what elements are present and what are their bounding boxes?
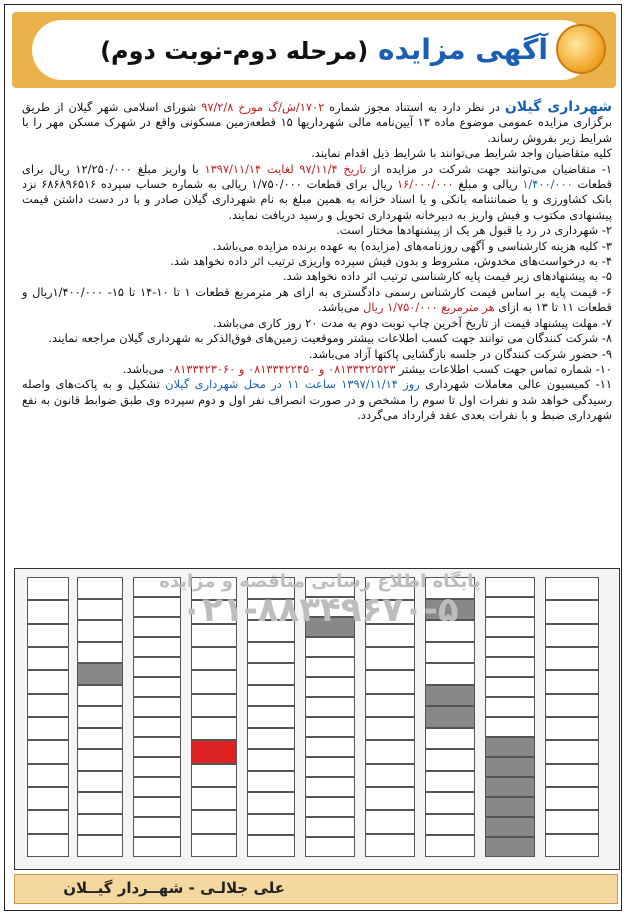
title-sub: (مرحله دوم-نوبت دوم) — [100, 37, 369, 65]
map-lot — [133, 817, 181, 837]
map-lot — [247, 642, 295, 664]
map-lot — [485, 737, 535, 757]
map-lot — [545, 834, 599, 857]
map-lot — [305, 697, 355, 717]
ad-header — [12, 12, 616, 88]
map-lot — [485, 697, 535, 717]
map-lot — [365, 787, 415, 810]
map-lot — [365, 694, 415, 717]
map-lot — [425, 642, 475, 664]
map-lot — [485, 637, 535, 657]
map-lot — [365, 764, 415, 787]
map-lot — [425, 814, 475, 836]
map-lot — [485, 777, 535, 797]
map-lot — [247, 749, 295, 771]
c1-text-a: ۱- متقاضیان می‌توانند جهت شرکت در مزایده از — [366, 161, 612, 176]
map-lot — [485, 657, 535, 677]
map-lot — [27, 670, 69, 693]
map-lot — [365, 670, 415, 693]
map-lot — [305, 817, 355, 837]
map-lot — [485, 797, 535, 817]
map-lot — [191, 740, 237, 763]
condition-3: ۳- کلیه هزینه کارشناسی و آگهی روزنامه‌های (مزایده) به عهده برنده مزایده می‌باشد. — [212, 238, 612, 253]
map-lot — [247, 706, 295, 728]
title-main: آگهی مزایده — [377, 33, 548, 66]
org-name: شهرداری گیلان — [504, 99, 612, 115]
c6-price: هر مترمربع ۱/۷۵۰/۰۰۰ ریال — [363, 300, 495, 315]
map-lot — [425, 685, 475, 707]
map-lot — [247, 663, 295, 685]
c1-dates: تاریخ ۹۷/۱۱/۴ لغایت ۱۳۹۷/۱۱/۱۴ — [204, 161, 367, 176]
map-lot — [77, 706, 123, 728]
map-lot — [27, 694, 69, 717]
c10-text-b: می‌باشد. — [122, 361, 168, 376]
c11-text-a: ۱۱- کمیسیون عالی معاملات شهرداری — [419, 377, 612, 392]
intro-paragraph — [22, 100, 612, 146]
map-lot — [247, 835, 295, 857]
watermark-line-1: پایگاه اطلاع رسانی مناقصه و مزایده — [159, 571, 481, 592]
map-lot — [133, 657, 181, 677]
intro-text-a: در نظر دارد به استناد مجوز شماره — [324, 100, 505, 114]
map-lot — [485, 677, 535, 697]
map-lot — [27, 717, 69, 740]
watermark — [55, 571, 585, 630]
map-lot — [77, 749, 123, 771]
intro-text-b: شورای اسلامی شهر گیلان از طریق برگزاری مزایده عمومی موضوع ماده ۱۳ آیین‌نامه مالی شهرداریها ۱۵ قطعه‌زمین مسکونی واقع در شهرک مسکن مهر را با شرایط زیر بفروش رساند. — [22, 100, 612, 145]
condition-10 — [22, 362, 612, 377]
map-lot — [485, 817, 535, 837]
site-plan-map — [14, 568, 620, 870]
commission-datetime: روز ۱۳۹۷/۱۱/۱۴ ساعت ۱۱ در محل شهرداری گیلان — [165, 377, 420, 392]
map-lot — [247, 728, 295, 750]
map-lot — [27, 787, 69, 810]
map-lot — [545, 717, 599, 740]
map-lot — [133, 777, 181, 797]
map-lot — [191, 717, 237, 740]
map-lot — [191, 670, 237, 693]
map-lot — [27, 764, 69, 787]
signer-name: علی جلالـی - شهــردار گیــلان — [63, 879, 285, 897]
map-lot — [305, 757, 355, 777]
map-lot — [425, 749, 475, 771]
map-lot — [305, 637, 355, 657]
ad-title — [78, 30, 548, 70]
map-lot — [545, 694, 599, 717]
map-lot — [77, 792, 123, 814]
map-lot — [133, 637, 181, 657]
map-lot — [485, 717, 535, 737]
map-lot — [365, 740, 415, 763]
map-lot — [305, 677, 355, 697]
map-lot — [425, 835, 475, 857]
map-lot — [305, 837, 355, 857]
map-lot — [27, 834, 69, 857]
map-lot — [27, 647, 69, 670]
map-lot — [305, 737, 355, 757]
c6-text-b: می‌باشد. — [318, 300, 364, 315]
condition-5: ۵- به پیشنهادهای زیر قیمت پایه کارشناسی ترتیب اثر داده نخواهد شد. — [283, 269, 612, 284]
condition-9: ۹- حضور شرکت کنندگان در جلسه بازگشایی پاکتها آزاد می‌باشد. — [308, 346, 612, 361]
map-lot — [425, 728, 475, 750]
intro-note: کلیه متقاضیان واجد شرایط می‌توانند با شرایط ذیل اقدام نمایند. — [311, 146, 612, 161]
map-lot — [425, 792, 475, 814]
map-lot — [191, 694, 237, 717]
map-lot — [133, 697, 181, 717]
map-lot — [365, 834, 415, 857]
map-lot — [485, 757, 535, 777]
map-lot — [247, 771, 295, 793]
c11-text-b: تشکیل و به پاکت‌های واصله رسیدگی خواهد شد و نفرات اول تا سوم را مشخص و در صورت انصراف نفر اول و دوم سپرده وی طبق ضوابط قانون به نفع شهرداری ضبط و با نفرات بعدی عقد قرارداد می‌گردد. — [22, 377, 612, 423]
map-lot — [191, 810, 237, 833]
condition-7: ۷- مهلت پیشنهاد قیمت از تاریخ آخرین چاپ نوبت دوم به مدت ۲۰ روز کاری می‌باشد. — [213, 315, 612, 330]
condition-2: ۲- شهرداری در رد یا قبول هر یک از پیشنهادها مختار است. — [336, 223, 612, 238]
map-lot — [77, 771, 123, 793]
map-lot — [545, 670, 599, 693]
map-lot — [191, 834, 237, 857]
condition-1 — [22, 162, 612, 224]
condition-4: ۴- به درخواست‌های مخدوش، مشروط و بدون فیش سپرده واریزی ترتیب اثر داده نخواهد شد. — [170, 254, 612, 269]
c1-amount-1: ۱/۴۰۰/۰۰۰ — [522, 177, 573, 192]
map-lot — [365, 717, 415, 740]
condition-6 — [22, 285, 612, 316]
map-lot — [77, 728, 123, 750]
map-lot — [77, 663, 123, 685]
map-lot — [191, 647, 237, 670]
map-lot — [27, 810, 69, 833]
map-lot — [133, 717, 181, 737]
map-lot — [133, 757, 181, 777]
map-lot — [247, 685, 295, 707]
c6-text-a: ۶- قیمت پایه بر اساس قیمت کارشناس رسمی دادگستری به ازای هر مترمربع قطعات ۱ تا ۱۰-۱۴ تا ۱۵- ۱/۴۰۰/۰۰۰ریال و قطعات ۱۱ تا ۱۳ به ازای — [22, 284, 613, 315]
map-lot — [365, 810, 415, 833]
map-lot — [133, 837, 181, 857]
footer-bar — [14, 874, 618, 904]
license-number: ۱۷۰۲/ش/گ مورخ ۹۷/۲/۸ — [201, 100, 325, 114]
map-lot — [485, 837, 535, 857]
ad-body — [22, 100, 612, 424]
condition-8: ۸- شرکت کنندگان می توانند جهت کسب اطلاعات بیشتر وموقعیت زمین‌های فوق‌الذکر به شهرداری گیلان مراجعه نمایند. — [48, 331, 612, 346]
map-lot — [305, 717, 355, 737]
map-lot — [305, 797, 355, 817]
map-lot — [425, 771, 475, 793]
map-lot — [305, 657, 355, 677]
map-lot — [133, 737, 181, 757]
map-lot — [191, 764, 237, 787]
map-lot — [425, 663, 475, 685]
map-lot — [545, 787, 599, 810]
map-lot — [77, 835, 123, 857]
c1-text-b: با واریز مبلغ ۱۲/۲۵۰/۰۰۰ ریال برای قطعات — [22, 161, 612, 192]
condition-11 — [22, 377, 612, 423]
c1-text-c: ریالی و مبلغ — [453, 177, 523, 192]
map-lot — [545, 764, 599, 787]
map-lot — [305, 777, 355, 797]
sun-ornament-icon — [556, 24, 606, 74]
map-lot — [77, 685, 123, 707]
map-lot — [365, 647, 415, 670]
c10-text-a: ۱۰- شماره تماس جهت کسب اطلاعات بیشتر — [395, 361, 612, 376]
map-lot — [133, 797, 181, 817]
map-lot — [133, 677, 181, 697]
map-lot — [247, 792, 295, 814]
map-lot — [247, 814, 295, 836]
map-lot — [27, 740, 69, 763]
map-lot — [77, 642, 123, 664]
map-lot — [545, 810, 599, 833]
c1-text-d: ریال برای قطعات ۱/۷۵۰/۰۰۰ ریالی به شماره حساب سپرده ۶۸۶۸۹۶۵۱۶ نزد بانک کشاورزی و یا ضمانتنامه بانکی و یا اسناد خزانه به همین مبلغ به نام شهرداری گیلان صادر و با در دست داشتن قیمت پیشنهادی مکتوب و فیش واریز به دبیرخانه شهرداری تحویل و رسید دریافت نمایند. — [22, 177, 612, 222]
phone-numbers: ۰۸۱۳۳۴۲۲۵۲۳ و ۰۸۱۳۳۴۲۲۴۵۰ و ۰۸۱۳۳۴۲۳۰۶۰ — [167, 361, 396, 376]
watermark-line-2: ۰۲۱-۸۸۳۴۹۶۷۰-۵ — [181, 590, 459, 630]
map-lot — [545, 647, 599, 670]
map-lot — [545, 740, 599, 763]
c1-amount-2: ۱۶/۰۰۰/۰۰۰ — [397, 177, 454, 192]
map-lot — [191, 787, 237, 810]
map-lot — [77, 814, 123, 836]
map-lot — [425, 706, 475, 728]
